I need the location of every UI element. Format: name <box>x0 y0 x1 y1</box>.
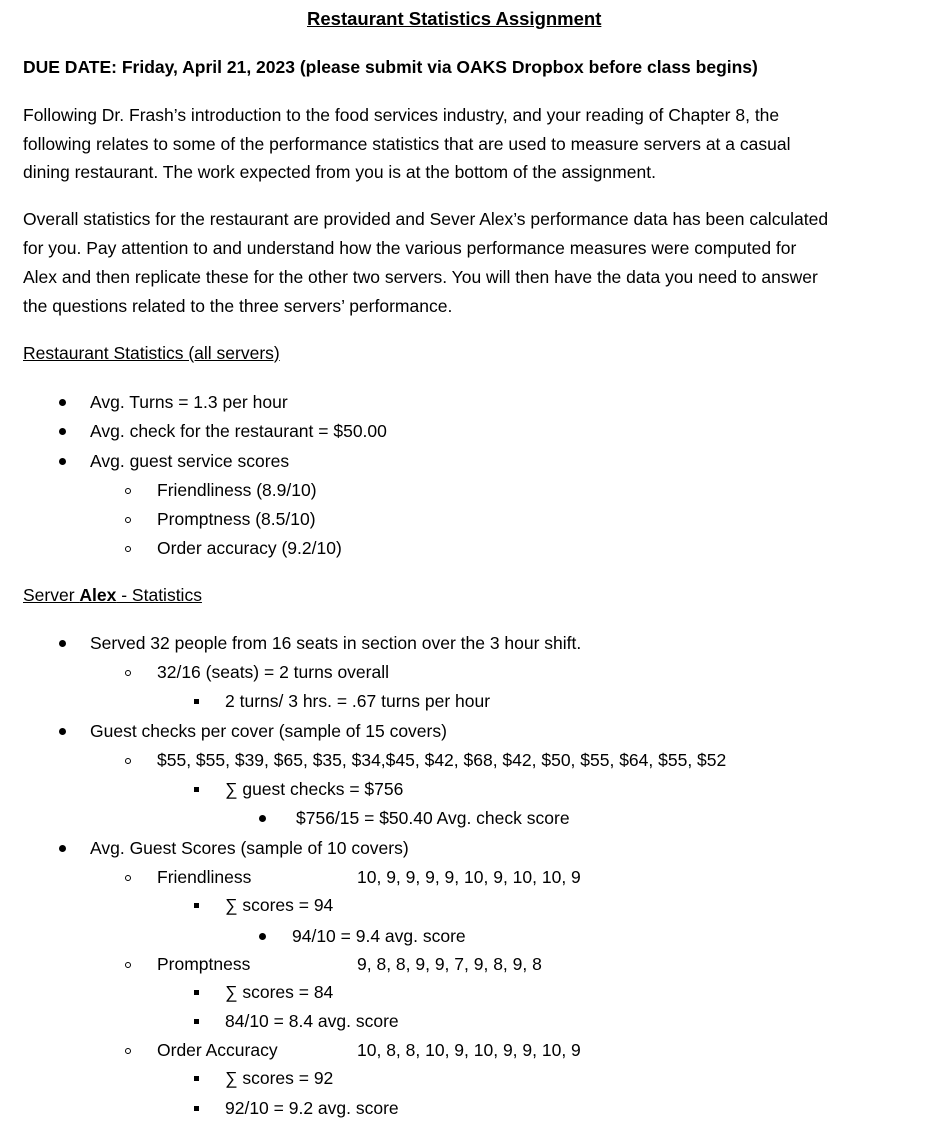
overall-line-3: Alex and then replicate these for the other two servers. You will then have the data you need to answer <box>23 267 818 287</box>
alex-checks-avg: $756/15 = $50.40 Avg. check score <box>296 808 570 828</box>
bullet-dot-icon <box>59 728 66 735</box>
alex-friendliness-values: 10, 9, 9, 9, 9, 10, 9, 10, 10, 9 <box>357 867 581 887</box>
bullet-circle-icon <box>125 517 131 523</box>
restaurant-accuracy: Order accuracy (9.2/10) <box>157 538 342 558</box>
page-title: Restaurant Statistics Assignment <box>307 8 602 29</box>
intro-line-1: Following Dr. Frash’s introduction to the food services industry, and your reading of Chapter 8, the <box>23 105 780 125</box>
alex-accuracy-sum: ∑ scores = 92 <box>225 1068 334 1088</box>
alex-turns-hour: 2 turns/ 3 hrs. = .67 turns per hour <box>225 691 491 711</box>
bullet-circle-icon <box>125 875 131 881</box>
bullet-square-icon <box>194 1076 199 1081</box>
bullet-dot-icon <box>59 845 66 852</box>
bullet-circle-icon <box>125 546 131 552</box>
restaurant-heading: Restaurant Statistics (all servers) <box>23 343 280 363</box>
bullet-square-icon <box>194 699 199 704</box>
alex-friendliness-avg: 94/10 = 9.4 avg. score <box>292 926 466 946</box>
overall-line-4: the questions related to the three servers’ performance. <box>23 296 453 316</box>
bullet-circle-icon <box>125 962 131 968</box>
alex-promptness-avg: 84/10 = 8.4 avg. score <box>225 1011 399 1031</box>
alex-promptness-values: 9, 8, 8, 9, 9, 7, 9, 8, 9, 8 <box>357 954 542 974</box>
alex-promptness-label: Promptness <box>157 954 251 974</box>
alex-checks-heading: Guest checks per cover (sample of 15 covers) <box>90 721 447 741</box>
bullet-dot-icon <box>59 458 66 465</box>
alex-heading: Server Alex - Statistics <box>23 585 202 605</box>
overall-line-2: for you. Pay attention to and understand how the various performance measures were computed for <box>23 238 797 258</box>
bullet-circle-icon <box>125 1048 131 1054</box>
overall-line-1: Overall statistics for the restaurant are provided and Sever Alex’s performance data has been calculated <box>23 209 829 229</box>
alex-promptness-sum: ∑ scores = 84 <box>225 982 334 1002</box>
bullet-square-icon <box>194 1019 199 1024</box>
due-date: DUE DATE: Friday, April 21, 2023 (please submit via OAKS Dropbox before class begins) <box>23 57 758 77</box>
alex-friendliness-label: Friendliness <box>157 867 252 887</box>
bullet-square-icon <box>194 990 199 995</box>
intro-line-2: following relates to some of the performance statistics that are used to measure servers at a casual <box>23 134 791 154</box>
restaurant-scores: Avg. guest service scores <box>90 451 290 471</box>
bullet-circle-icon <box>125 670 131 676</box>
bullet-square-icon <box>194 1106 199 1111</box>
alex-checks-sum: ∑ guest checks = $756 <box>225 779 404 799</box>
bullet-circle-icon <box>125 488 131 494</box>
alex-served: Served 32 people from 16 seats in section over the 3 hour shift. <box>90 633 582 653</box>
alex-accuracy-label: Order Accuracy <box>157 1040 278 1060</box>
bullet-dot-icon <box>259 815 266 822</box>
restaurant-friendliness: Friendliness (8.9/10) <box>157 480 317 500</box>
alex-accuracy-values: 10, 8, 8, 10, 9, 10, 9, 9, 10, 9 <box>357 1040 581 1060</box>
bullet-square-icon <box>194 787 199 792</box>
bullet-dot-icon <box>59 399 66 406</box>
alex-turns-overall: 32/16 (seats) = 2 turns overall <box>157 662 389 682</box>
bullet-square-icon <box>194 903 199 908</box>
bullet-circle-icon <box>125 758 131 764</box>
restaurant-turns: Avg. Turns = 1.3 per hour <box>90 392 288 412</box>
restaurant-check: Avg. check for the restaurant = $50.00 <box>90 421 387 441</box>
intro-line-3: dining restaurant. The work expected from you is at the bottom of the assignment. <box>23 162 656 182</box>
bullet-dot-icon <box>59 640 66 647</box>
bullet-dot-icon <box>259 933 266 940</box>
alex-scores-heading: Avg. Guest Scores (sample of 10 covers) <box>90 838 409 858</box>
restaurant-promptness: Promptness (8.5/10) <box>157 509 316 529</box>
alex-friendliness-sum: ∑ scores = 94 <box>225 895 334 915</box>
alex-accuracy-avg: 92/10 = 9.2 avg. score <box>225 1098 399 1118</box>
alex-checks-list: $55, $55, $39, $65, $35, $34,$45, $42, $68, $42, $50, $55, $64, $55, $52 <box>157 750 727 770</box>
bullet-dot-icon <box>59 428 66 435</box>
